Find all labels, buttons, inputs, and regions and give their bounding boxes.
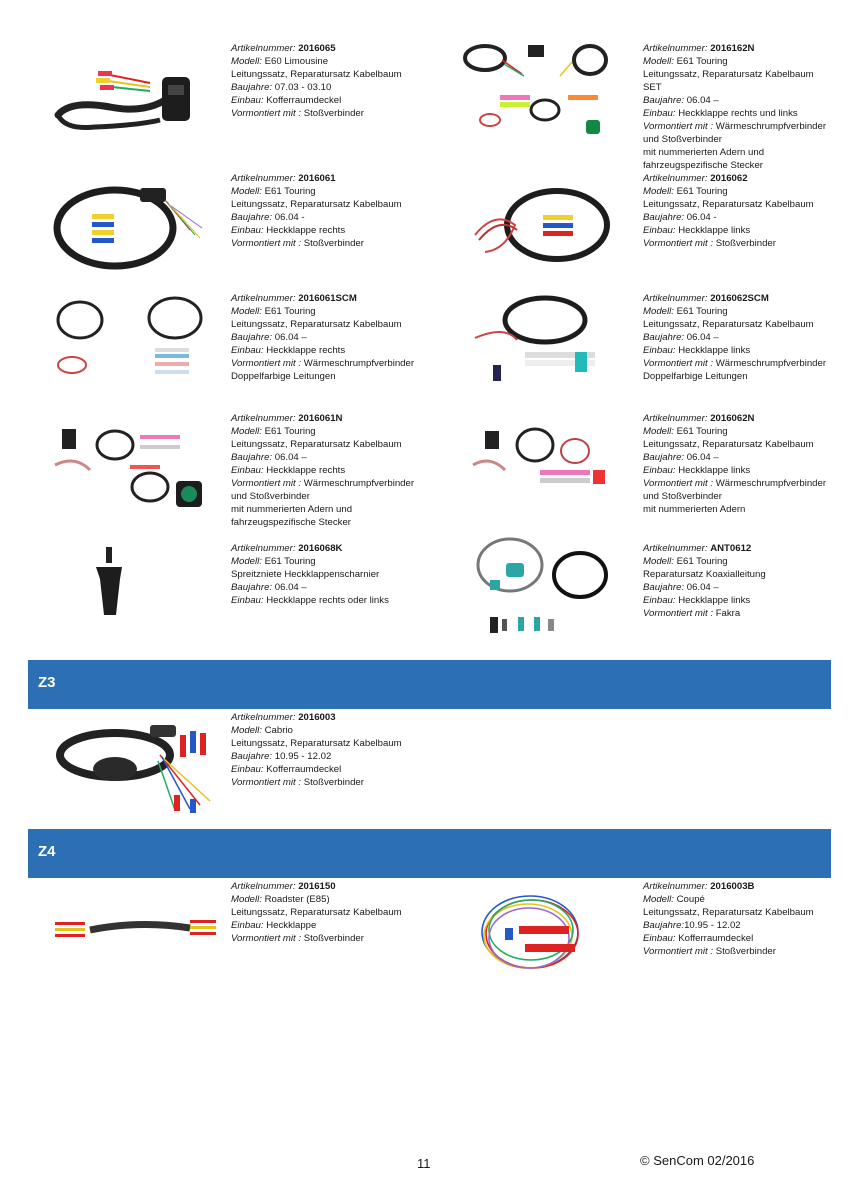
copyright-notice: © SenCom 02/2016 [640,1153,755,1168]
product-image-2016003 [50,715,220,815]
product-image-2016062 [465,180,615,275]
section-header-z4 [28,829,831,878]
product-image-2016150 [50,910,220,950]
product-image-2016061N [50,415,210,515]
product-entry-2016062SCM: Artikelnummer: 2016062SCM Modell: E61 Touring Leitungssatz, Reparatursatz Kabelbaum Baujahre: 06.04 – Einbau: Heckklappe links Vormontiert mit : Wärmeschrumpfverbinder Doppelfarbige Leitungen [643,293,827,382]
product-entry-2016150: Artikelnummer: 2016150 Modell: Roadster (E85) Leitungssatz, Reparatursatz Kabelbaum Einbau: Heckklappe Vormontiert mit : Stoßverbinder [231,881,402,944]
product-entry-2016068K: Artikelnummer: 2016068K Modell: E61 Touring Spreitzniete Heckklappenscharnier Baujahre: 06.04 – Einbau: Heckklappe rechts oder links [231,543,389,606]
product-image-2016061SCM [50,290,210,385]
product-image-ANT0612 [470,535,620,635]
product-image-2016162N [460,40,610,140]
product-entry-2016061: Artikelnummer: 2016061 Modell: E61 Touring Leitungssatz, Reparatursatz Kabelbaum Baujahre: 06.04 - Einbau: Heckklappe rechts Vormontiert mit : Stoßverbinder [231,173,402,249]
product-entry-2016003: Artikelnummer: 2016003 Modell: Cabrio Leitungssatz, Reparatursatz Kabelbaum Baujahre: 10.95 - 12.02 Einbau: Kofferraumdeckel Vormontiert mit : Stoßverbinder [231,712,402,788]
section-title: Z4 [38,843,56,860]
product-image-2016062SCM [465,290,615,385]
product-image-2016068K [90,545,140,625]
section-title: Z3 [38,674,56,691]
page-number: 11 [417,1156,431,1171]
product-entry-2016062N: Artikelnummer: 2016062N Modell: E61 Touring Leitungssatz, Reparatursatz Kabelbaum Baujahre: 06.04 – Einbau: Heckklappe links Vormontiert mit : Wärmeschrumpfverbinder und Stoßverbinder mit nummerierten Adern [643,413,827,515]
product-entry-2016162N: Artikelnummer: 2016162N Modell: E61 Touring Leitungssatz, Reparatursatz Kabelbaum SET Baujahre: 06.04 – Einbau: Heckklappe rechts und links Vormontiert mit : Wärmeschrumpfverbinder und Stoßverbinder mit nummerierten Adern und fahrzeugspezifische Stecker [643,43,827,171]
product-entry-2016003B: Artikelnummer: 2016003B Modell: Coupé Leitungssatz, Reparatursatz Kabelbaum Baujahre:10.95 - 12.02 Einbau: Kofferraumdeckel Vormontiert mit : Stoßverbinder [643,881,814,957]
product-entry-2016062: Artikelnummer: 2016062 Modell: E61 Touring Leitungssatz, Reparatursatz Kabelbaum Baujahre: 06.04 - Einbau: Heckklappe links Vormontiert mit : Stoßverbinder [643,173,814,249]
product-image-2016062N [465,415,615,510]
product-entry-2016061N: Artikelnummer: 2016061N Modell: E61 Touring Leitungssatz, Reparatursatz Kabelbaum Baujahre: 06.04 – Einbau: Heckklappe rechts Vormontiert mit : Wärmeschrumpfverbinder und Stoßverbinder mit nummerierten Adern und fahrzeugspezifische Stecker [231,413,415,528]
product-image-2016003B [475,890,600,985]
product-image-2016061 [50,180,210,275]
section-header-z3 [28,660,831,709]
product-entry-2016061SCM: Artikelnummer: 2016061SCM Modell: E61 Touring Leitungssatz, Reparatursatz Kabelbaum Baujahre: 06.04 – Einbau: Heckklappe rechts Vormontiert mit : Wärmeschrumpfverbinder Doppelfarbige Leitungen [231,293,415,382]
product-entry-ANT0612: Artikelnummer: ANT0612 Modell: E61 Touring Reparatursatz Koaxialleitung Baujahre: 06.04 – Einbau: Heckklappe links Vormontiert mit : Fakra [643,543,766,619]
product-entry-2016065: Artikelnummer: 2016065 Modell: E60 Limousine Leitungssatz, Reparatursatz Kabelbaum Baujahre: 07.03 - 03.10 Einbau: Kofferraumdeckel Vormontiert mit : Stoßverbinder [231,43,402,119]
product-image-2016065 [50,45,210,135]
